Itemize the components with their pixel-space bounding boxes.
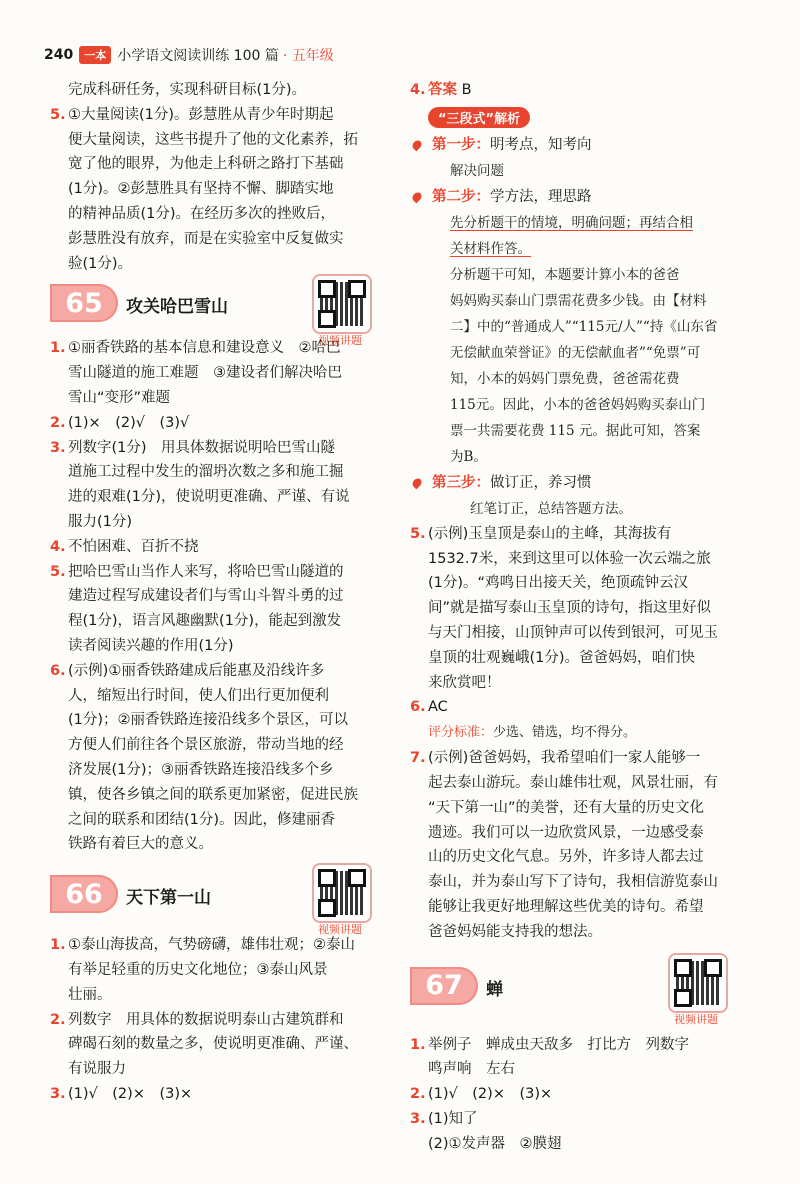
text-line: 服力(1分)	[68, 513, 133, 530]
text-line: 来欣赏吧！	[428, 674, 501, 691]
text-line: 济发展(1分)；③丽香铁路连接沿线多个乡	[68, 761, 334, 778]
item-number: 3.	[50, 1085, 66, 1102]
answer-item	[410, 1082, 740, 1107]
text-line: 举例子 蝉成虫天敌多 打比方 列数字	[428, 1036, 689, 1053]
answer-item	[410, 78, 740, 103]
text-line: 先分析题干的情境，明确问题；再结合相	[450, 214, 693, 231]
item-number: 1.	[50, 340, 66, 357]
text-line: 不怕困难、百折不挠	[68, 538, 199, 555]
text-line: 关材料作答。	[450, 240, 531, 257]
text-line: 无偿献血荣誉证》的无偿献血者”“免票”可	[450, 344, 701, 361]
video-explain-label: 视频讲题	[318, 923, 362, 937]
qr-code-icon[interactable]	[668, 953, 728, 1013]
section-67-header	[410, 959, 740, 1026]
text-line: 镇，使各乡镇之间的联系更加紧密，促进民族	[68, 786, 358, 803]
item-number: 6.	[50, 662, 66, 679]
item-number: 3.	[50, 439, 66, 456]
text-line: 进的艰难(1分)，使说明更准确、严谨、有说	[68, 489, 350, 506]
right-column	[410, 78, 740, 1157]
text-line: 为B。	[450, 448, 487, 465]
intro-line: 完成科研任务，实现科研目标(1分)。	[68, 82, 307, 98]
section-title: 蝉	[486, 979, 503, 1000]
scoring-text: 少选、错选，均不得分。	[493, 725, 637, 741]
text-line: 间”就是描写泰山玉皇顶的诗句，指这里好似	[428, 600, 712, 617]
text-line: (1)× (2)√ (3)√	[68, 414, 190, 431]
scoring-label: 评分标准：	[428, 725, 494, 741]
text-line: 便大量阅读，这些书提升了他的文化素养，拓	[68, 131, 358, 148]
answer-item	[410, 695, 740, 720]
text-line: 验(1分)。	[68, 255, 133, 272]
step-two	[410, 184, 740, 210]
text-line: 程(1分)，语言风趣幽默(1分)，能起到激发	[68, 613, 342, 630]
section-66-header	[50, 867, 382, 937]
text-line: 人，缩短出行时间，使人们出行更加便利	[68, 687, 329, 704]
answer-item	[50, 336, 382, 410]
section-title: 天下第一山	[126, 888, 211, 909]
text-line: 山的历史文化气息。另外，许多诗人都去过	[428, 849, 704, 866]
analysis-text	[410, 262, 740, 470]
text-line: (1分)。“鸡鸣日出接天关，绝顶疏钟云汉	[428, 575, 689, 592]
step-bullet-icon	[411, 476, 424, 489]
text-line: (示例)爸爸妈妈，我希望咱们一家人能够一	[428, 750, 701, 767]
item-number: 6.	[410, 699, 426, 716]
qr-code-icon[interactable]	[312, 863, 372, 923]
item-text	[68, 103, 382, 277]
item-number: 2.	[50, 1011, 66, 1028]
text-line: 的精神品质(1分)。在经历多次的挫败后，	[68, 205, 336, 222]
answer-label: 答案	[428, 82, 457, 98]
answer-value: B	[461, 82, 472, 98]
text-line: (示例)玉皇顶是泰山的主峰，其海拔有	[428, 525, 672, 542]
text-line: 票一共需要花费 115 元。据此可知，答案	[450, 422, 701, 439]
item-number: 1.	[410, 1036, 426, 1053]
answer-item	[50, 933, 382, 1007]
brand-logo: 一本	[79, 46, 111, 64]
step-label: 第一步：	[432, 136, 490, 153]
text-line: 之间的联系和团结(1分)。因此，修建丽香	[68, 811, 336, 828]
section-66-answers	[50, 933, 382, 1107]
step-one-note: 解决问题	[450, 162, 504, 179]
text-line: 爸爸妈妈能支持我的想法。	[428, 923, 602, 940]
step-one	[410, 132, 740, 158]
text-line: 列数字(1分) 用具体数据说明哈巴雪山隧	[68, 439, 336, 456]
answer-item	[50, 436, 382, 535]
answer-value: AC	[428, 699, 448, 716]
text-line: (1)知了	[428, 1110, 478, 1127]
text-line: 有举足轻重的历史文化地位；③泰山风景	[68, 961, 328, 978]
answer-item	[50, 411, 382, 436]
text-line: 妈妈购买泰山门票需花费多少钱。由【材料	[450, 292, 707, 309]
qr-code-icon[interactable]	[312, 274, 372, 334]
video-explain-label: 视频讲题	[674, 1012, 718, 1026]
text-line: “天下第一山”的美誉，还有大量的历史文化	[428, 799, 705, 816]
answer-item	[50, 659, 382, 857]
item-number: 5.	[410, 525, 426, 542]
text-line: (示例)①丽香铁路建成后能惠及沿线许多	[68, 662, 325, 679]
text-line: (1分)；②丽香铁路连接沿线多个景区，可以	[68, 712, 349, 729]
text-line: 分析题干可知，本题要计算小本的爸爸	[450, 266, 680, 283]
text-line: 建造过程写成建设者们与雪山斗智斗勇的过	[68, 588, 344, 605]
series-title: 小学语文阅读训练 100 篇	[117, 48, 279, 64]
text-line: 读者阅读兴趣的作用(1分)	[68, 637, 234, 654]
text-line: 铁路有着巨大的意义。	[68, 836, 213, 853]
section-65-header	[50, 276, 382, 348]
text-line: 1532.7米，来到这里可以体验一次云端之旅	[428, 550, 711, 567]
video-explain-label: 视频讲题	[318, 334, 362, 348]
section-65-answers	[50, 336, 382, 857]
text-line: 碑碣石刻的数量之多，使说明更准确、严谨、	[68, 1036, 358, 1053]
step-three	[410, 470, 740, 496]
text-line: 方便人们前往各个景区旅游，带动当地的经	[68, 737, 344, 754]
text-line: 皇顶的壮观巍峨(1分)。爸爸妈妈，咱们快	[428, 649, 696, 666]
text-line: 115元。因此，小本的爸爸妈妈购买泰山门	[450, 396, 706, 413]
text-line: ①丽香铁路的基本信息和建设意义 ②哈巴	[68, 340, 341, 357]
answer-item	[50, 535, 382, 560]
text-line: (2)①发声器 ②膜翅	[428, 1135, 562, 1152]
item-number: 2.	[410, 1086, 426, 1103]
left-column	[50, 78, 382, 1107]
step-two-note	[410, 210, 740, 262]
text-line: 雪山“变形”难题	[68, 389, 171, 406]
step-text: 明考点，知考向	[490, 136, 592, 153]
text-line: 起去泰山游玩。泰山雄伟壮观，风景壮丽，有	[428, 774, 718, 791]
text-line: (1)√ (2)× (3)×	[428, 1086, 553, 1103]
item-number: 3.	[410, 1110, 426, 1127]
answer-item	[50, 1082, 382, 1107]
scoring-standard	[410, 720, 740, 746]
text-line: 遗迹。我们可以一边欣赏风景，一边感受泰	[428, 824, 704, 841]
item-text	[428, 746, 740, 944]
text-line: 二】中的“普通成人”“115元/人”“持《山东省	[450, 318, 718, 335]
step-bullet-icon	[411, 190, 424, 203]
step-text: 学方法，理思路	[490, 188, 592, 205]
page-header	[44, 40, 334, 70]
text-line: 壮丽。	[68, 986, 112, 1003]
item-text	[428, 522, 740, 696]
step-label: 第三步：	[432, 474, 490, 491]
item-number: 5.	[50, 106, 66, 123]
page-number: 240	[44, 47, 74, 63]
text-line: 宽了他的眼界，为他走上科研之路打下基础	[68, 156, 344, 173]
step-three-note: 红笔订正，总结答题方法。	[470, 500, 632, 517]
answer-item	[410, 1107, 740, 1157]
text-line: (1分)。②彭慧胜具有坚持不懈、脚踏实地	[68, 181, 334, 198]
answer-item	[50, 1008, 382, 1082]
section-number-badge: 66	[50, 875, 118, 913]
item-number: 2.	[50, 414, 66, 431]
step-label: 第二步：	[432, 188, 490, 205]
step-text: 做订正，养习惯	[490, 474, 592, 491]
text-line: 能够让我更好地理解这些优美的诗句。希望	[428, 898, 704, 915]
analysis-pill: “三段式”解析	[428, 107, 530, 128]
text-line: ①大量阅读(1分)。彭慧胜从青少年时期起	[68, 106, 334, 123]
text-line: 与天门相接，山顶钟声可以传到银河，可见玉	[428, 624, 718, 641]
section-number-badge: 67	[410, 967, 478, 1005]
answer-item	[410, 746, 740, 944]
item-number: 5.	[50, 563, 66, 580]
text-line: 有说服力	[68, 1061, 126, 1078]
text-line: 把哈巴雪山当作人来写，将哈巴雪山隧道的	[68, 563, 344, 580]
section-title: 攻关哈巴雪山	[126, 297, 228, 318]
item-number: 4.	[50, 538, 66, 555]
text-line: ①泰山海拔高，气势磅礴，雄伟壮观；②泰山	[68, 937, 355, 954]
text-line: 鸣声响 左右	[428, 1061, 515, 1078]
item-number: 7.	[410, 750, 426, 767]
answer-item	[50, 103, 382, 277]
section-number-badge: 65	[50, 284, 118, 322]
item-number: 4.	[410, 82, 426, 98]
text-line: 彭慧胜没有放弃，而是在实验室中反复做实	[68, 230, 344, 247]
text-line: 知，小本的妈妈门票免费，爸爸需花费	[450, 370, 680, 387]
text-line: 雪山隧道的施工难题 ③建设者们解决哈巴	[68, 365, 342, 382]
text-line: 列数字 用具体的数据说明泰山古建筑群和	[68, 1011, 344, 1028]
text-line: 道施工过程中发生的溜坍次数之多和施工掘	[68, 464, 344, 481]
answer-item	[410, 522, 740, 696]
text-line: (1)√ (2)× (3)×	[68, 1085, 193, 1102]
step-bullet-icon	[411, 138, 424, 151]
section-67-answers	[410, 1033, 740, 1157]
grade-label: · 五年级	[282, 48, 334, 64]
text-line: 泰山，并为泰山写下了诗句，我相信游览泰山	[428, 874, 718, 891]
answer-item	[410, 1033, 740, 1083]
answer-item	[50, 560, 382, 659]
item-number: 1.	[50, 937, 66, 954]
